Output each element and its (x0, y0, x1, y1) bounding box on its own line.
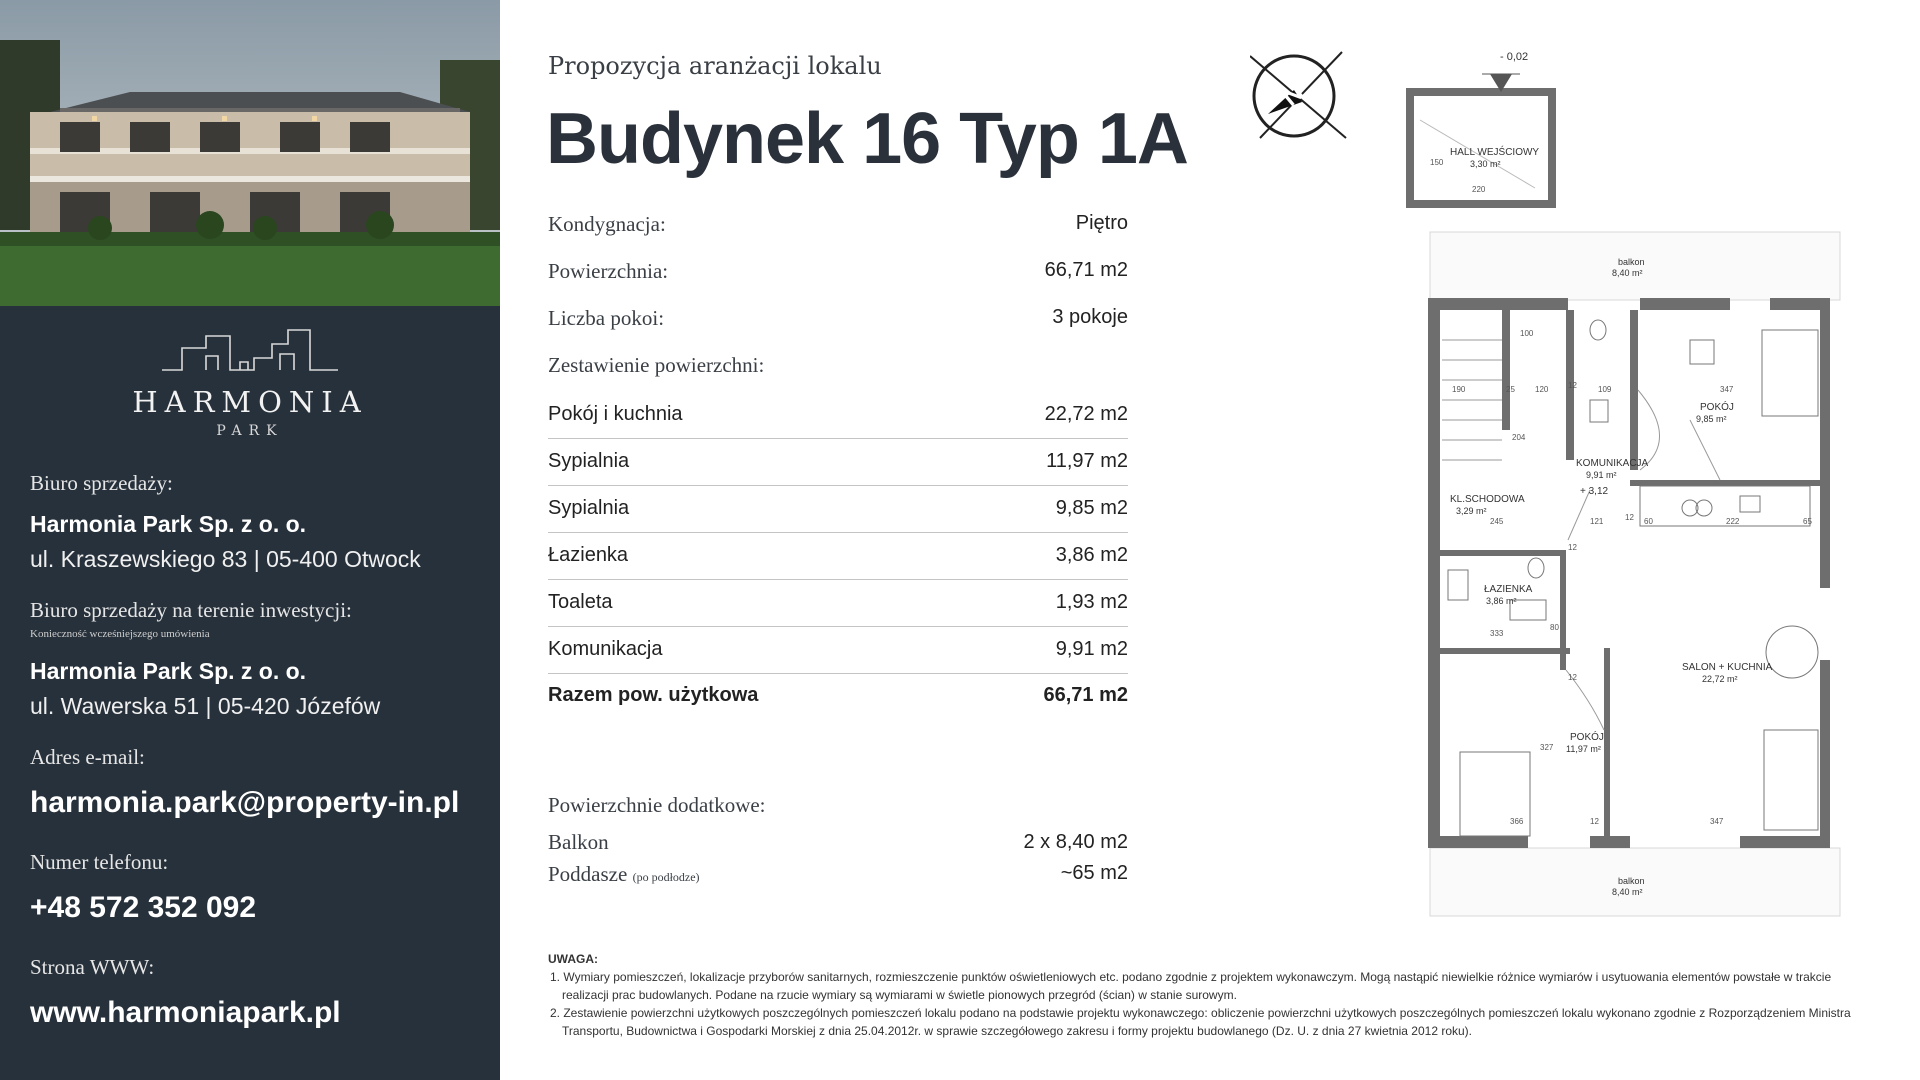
dim-label: 12 (1568, 543, 1577, 552)
area-row (548, 440, 1128, 486)
dim-label: 121 (1590, 517, 1604, 526)
dim-label: 204 (1512, 433, 1526, 442)
room-pokoj1-name: POKÓJ (1700, 402, 1734, 413)
room-pokoj1-area: 9,85 m² (1696, 414, 1727, 424)
hall-dim-w: 220 (1472, 185, 1486, 194)
area-row (548, 534, 1128, 580)
extra-heading: Powierzchnie dodatkowe: (548, 793, 766, 817)
phone-label: Numer telefonu: (30, 850, 169, 874)
dim-label: 12 (1568, 673, 1577, 682)
area-row (548, 393, 1128, 439)
dim-label: 120 (1535, 385, 1549, 394)
summary-row (548, 212, 1128, 242)
balcony-value: 2 x 8,40 m2 (1023, 831, 1128, 853)
summary-label: Powierzchnia: (548, 259, 669, 283)
notes-title: UWAGA: (548, 952, 598, 966)
north-arrow-icon (1250, 50, 1350, 155)
level-text: - 0,02 (1500, 51, 1529, 63)
area-label: Toaleta (548, 591, 613, 613)
balcony-top-area: 8,40 m² (1612, 268, 1643, 278)
dim-label: 12 (1625, 513, 1634, 522)
area-total-value: 66,71 m2 (1043, 684, 1128, 706)
area-label: Sypialnia (548, 450, 630, 472)
attic-label: Poddasze (548, 862, 628, 886)
area-total-row (548, 674, 1128, 720)
dim-label: 327 (1540, 743, 1554, 752)
attic-label-row (548, 862, 700, 887)
dim-label: 366 (1510, 817, 1524, 826)
note-item: 2. Zestawienie powierzchni użytkowych poszczególnych pomieszczeń lokalu podano na podstawie projektu wykonawczego: obliczenie powierzchni użytkowych poszczególnych pomieszczeń lokalu wykonano zgodnie z Rozporządzeniem Ministra Transportu, Budownictwa i Gospodarki Morskiej z dnia 25.04.2012r. w sprawie szczegółowego zakresu i formy projektu budowlanego (Dz. U. z dnia 27 kwietnia 2012 roku). (550, 1006, 1851, 1038)
summary-value: 3 pokoje (1052, 306, 1128, 328)
area-value: 3,86 m2 (1055, 544, 1128, 566)
svg-text:N: N (1275, 76, 1310, 112)
hall-area: 3,30 m² (1470, 159, 1501, 169)
balcony-bottom-name: balkon (1618, 876, 1645, 886)
notes (548, 950, 1878, 1040)
email-label: Adres e-mail: (30, 745, 145, 769)
hall-plan (1410, 51, 1552, 204)
attic-value: ~65 m2 (1060, 862, 1128, 884)
page-title: Budynek 16 Typ 1A (546, 99, 1188, 179)
area-value: 9,85 m2 (1055, 497, 1128, 519)
site-office-label: Biuro sprzedaży na terenie inwestycji: (30, 598, 352, 622)
sidebar (0, 0, 500, 1080)
site-office-address: ul. Wawerska 51 | 05-420 Józefów (30, 693, 381, 719)
attic-note: (po podłodze) (632, 870, 700, 884)
www-link[interactable]: www.harmoniapark.pl (30, 996, 341, 1029)
site-office-company: Harmonia Park Sp. z o. o. (30, 658, 307, 684)
dim-label: 100 (1520, 329, 1534, 338)
areas-heading-row (548, 353, 1128, 383)
floor-plan (1390, 40, 1870, 925)
stairs (1442, 340, 1502, 460)
dim-label: 60 (1644, 517, 1653, 526)
dim-label: 12 (1568, 381, 1577, 390)
building-photo (0, 0, 500, 306)
area-total-label: Razem pow. użytkowa (548, 684, 759, 706)
hall-dim-h: 150 (1430, 158, 1444, 167)
email-link[interactable]: harmonia.park@property-in.pl (30, 786, 460, 819)
area-row (548, 628, 1128, 674)
room-pokoj2-area: 11,97 m² (1566, 744, 1601, 754)
room-schody-area: 3,29 m² (1456, 506, 1487, 516)
area-row (548, 581, 1128, 627)
logo-name: HARMONIA (132, 385, 368, 419)
room-salon-area: 22,72 m² (1702, 674, 1738, 684)
door-arcs (1566, 390, 1720, 730)
summary-row (548, 259, 1128, 289)
balcony-bottom-area: 8,40 m² (1612, 887, 1643, 897)
area-value: 1,93 m2 (1055, 591, 1128, 613)
room-komunikacja-name: KOMUNIKACJA (1576, 458, 1649, 469)
room-pokoj2-name: POKÓJ (1570, 732, 1604, 743)
dim-label: 245 (1490, 517, 1504, 526)
area-value: 11,97 m2 (1046, 450, 1128, 472)
hall-name: HALL WEJŚCIOWY (1450, 147, 1540, 158)
area-value: 22,72 m2 (1044, 403, 1128, 425)
phone-link[interactable]: +48 572 352 092 (30, 891, 257, 924)
dim-label: 65 (1803, 517, 1812, 526)
office-address: ul. Kraszewskiego 83 | 05-400 Otwock (30, 546, 421, 572)
office-company: Harmonia Park Sp. z o. o. (30, 511, 307, 537)
harmonia-park-logo (0, 326, 500, 439)
summary-row (548, 306, 1128, 336)
dim-label: 80 (1550, 623, 1559, 632)
summary-label: Liczba pokoi: (548, 306, 665, 330)
area-label: Łazienka (548, 544, 629, 566)
www-label: Strona WWW: (30, 955, 155, 979)
dim-label: 190 (1452, 385, 1466, 394)
room-komunikacja-area: 9,91 m² (1586, 470, 1617, 480)
dim-label: 333 (1490, 629, 1504, 638)
page-subtitle: Propozycja aranżacji lokalu (548, 52, 882, 80)
dim-label: 25 (1506, 385, 1515, 394)
balcony-top-name: balkon (1618, 257, 1645, 267)
summary-value: Piętro (1075, 212, 1128, 234)
area-row (548, 487, 1128, 533)
room-lazienka-name: ŁAZIENKA (1484, 584, 1533, 595)
area-label: Sypialnia (548, 497, 630, 519)
dim-label: 12 (1590, 817, 1599, 826)
office-label: Biuro sprzedaży: (30, 471, 173, 495)
area-label: Pokój i kuchnia (548, 403, 683, 425)
skyline-logo-icon (160, 326, 340, 374)
dim-label: 347 (1710, 817, 1724, 826)
area-value: 9,91 m2 (1055, 638, 1128, 660)
summary-label: Kondygnacja: (548, 212, 666, 236)
logo-sub: PARK (216, 423, 284, 439)
room-salon-name: SALON + KUCHNIA (1682, 662, 1773, 673)
komunikacja-level: + 3,12 (1580, 486, 1609, 497)
dim-label: 222 (1726, 517, 1740, 526)
site-office-note: Konieczność wcześniejszego umówienia (30, 628, 210, 640)
areas-heading: Zestawienie powierzchni: (548, 353, 765, 377)
room-lazienka-area: 3,86 m² (1486, 596, 1517, 606)
room-schody-name: KL.SCHODOWA (1450, 494, 1525, 505)
area-label: Komunikacja (548, 638, 663, 660)
summary-value: 66,71 m2 (1044, 259, 1128, 281)
note-item: 1. Wymiary pomieszczeń, lokalizacje przyborów sanitarnych, rozmieszczenie punktów oświetleniowych etc. podano zgodnie z projektem wykonawczym. Mogą nastąpić niewielkie różnice wymiarów i usytuowania elementów powstałe w trakcie realizacji prac budowlanych. Podane na rzucie wymiary są wymiarami w świetle pionowych przegród (ścian) w stanie surowym. (550, 970, 1832, 1002)
dim-label: 109 (1598, 385, 1612, 394)
dim-label: 347 (1720, 385, 1734, 394)
balcony-label: Balkon (548, 830, 609, 854)
